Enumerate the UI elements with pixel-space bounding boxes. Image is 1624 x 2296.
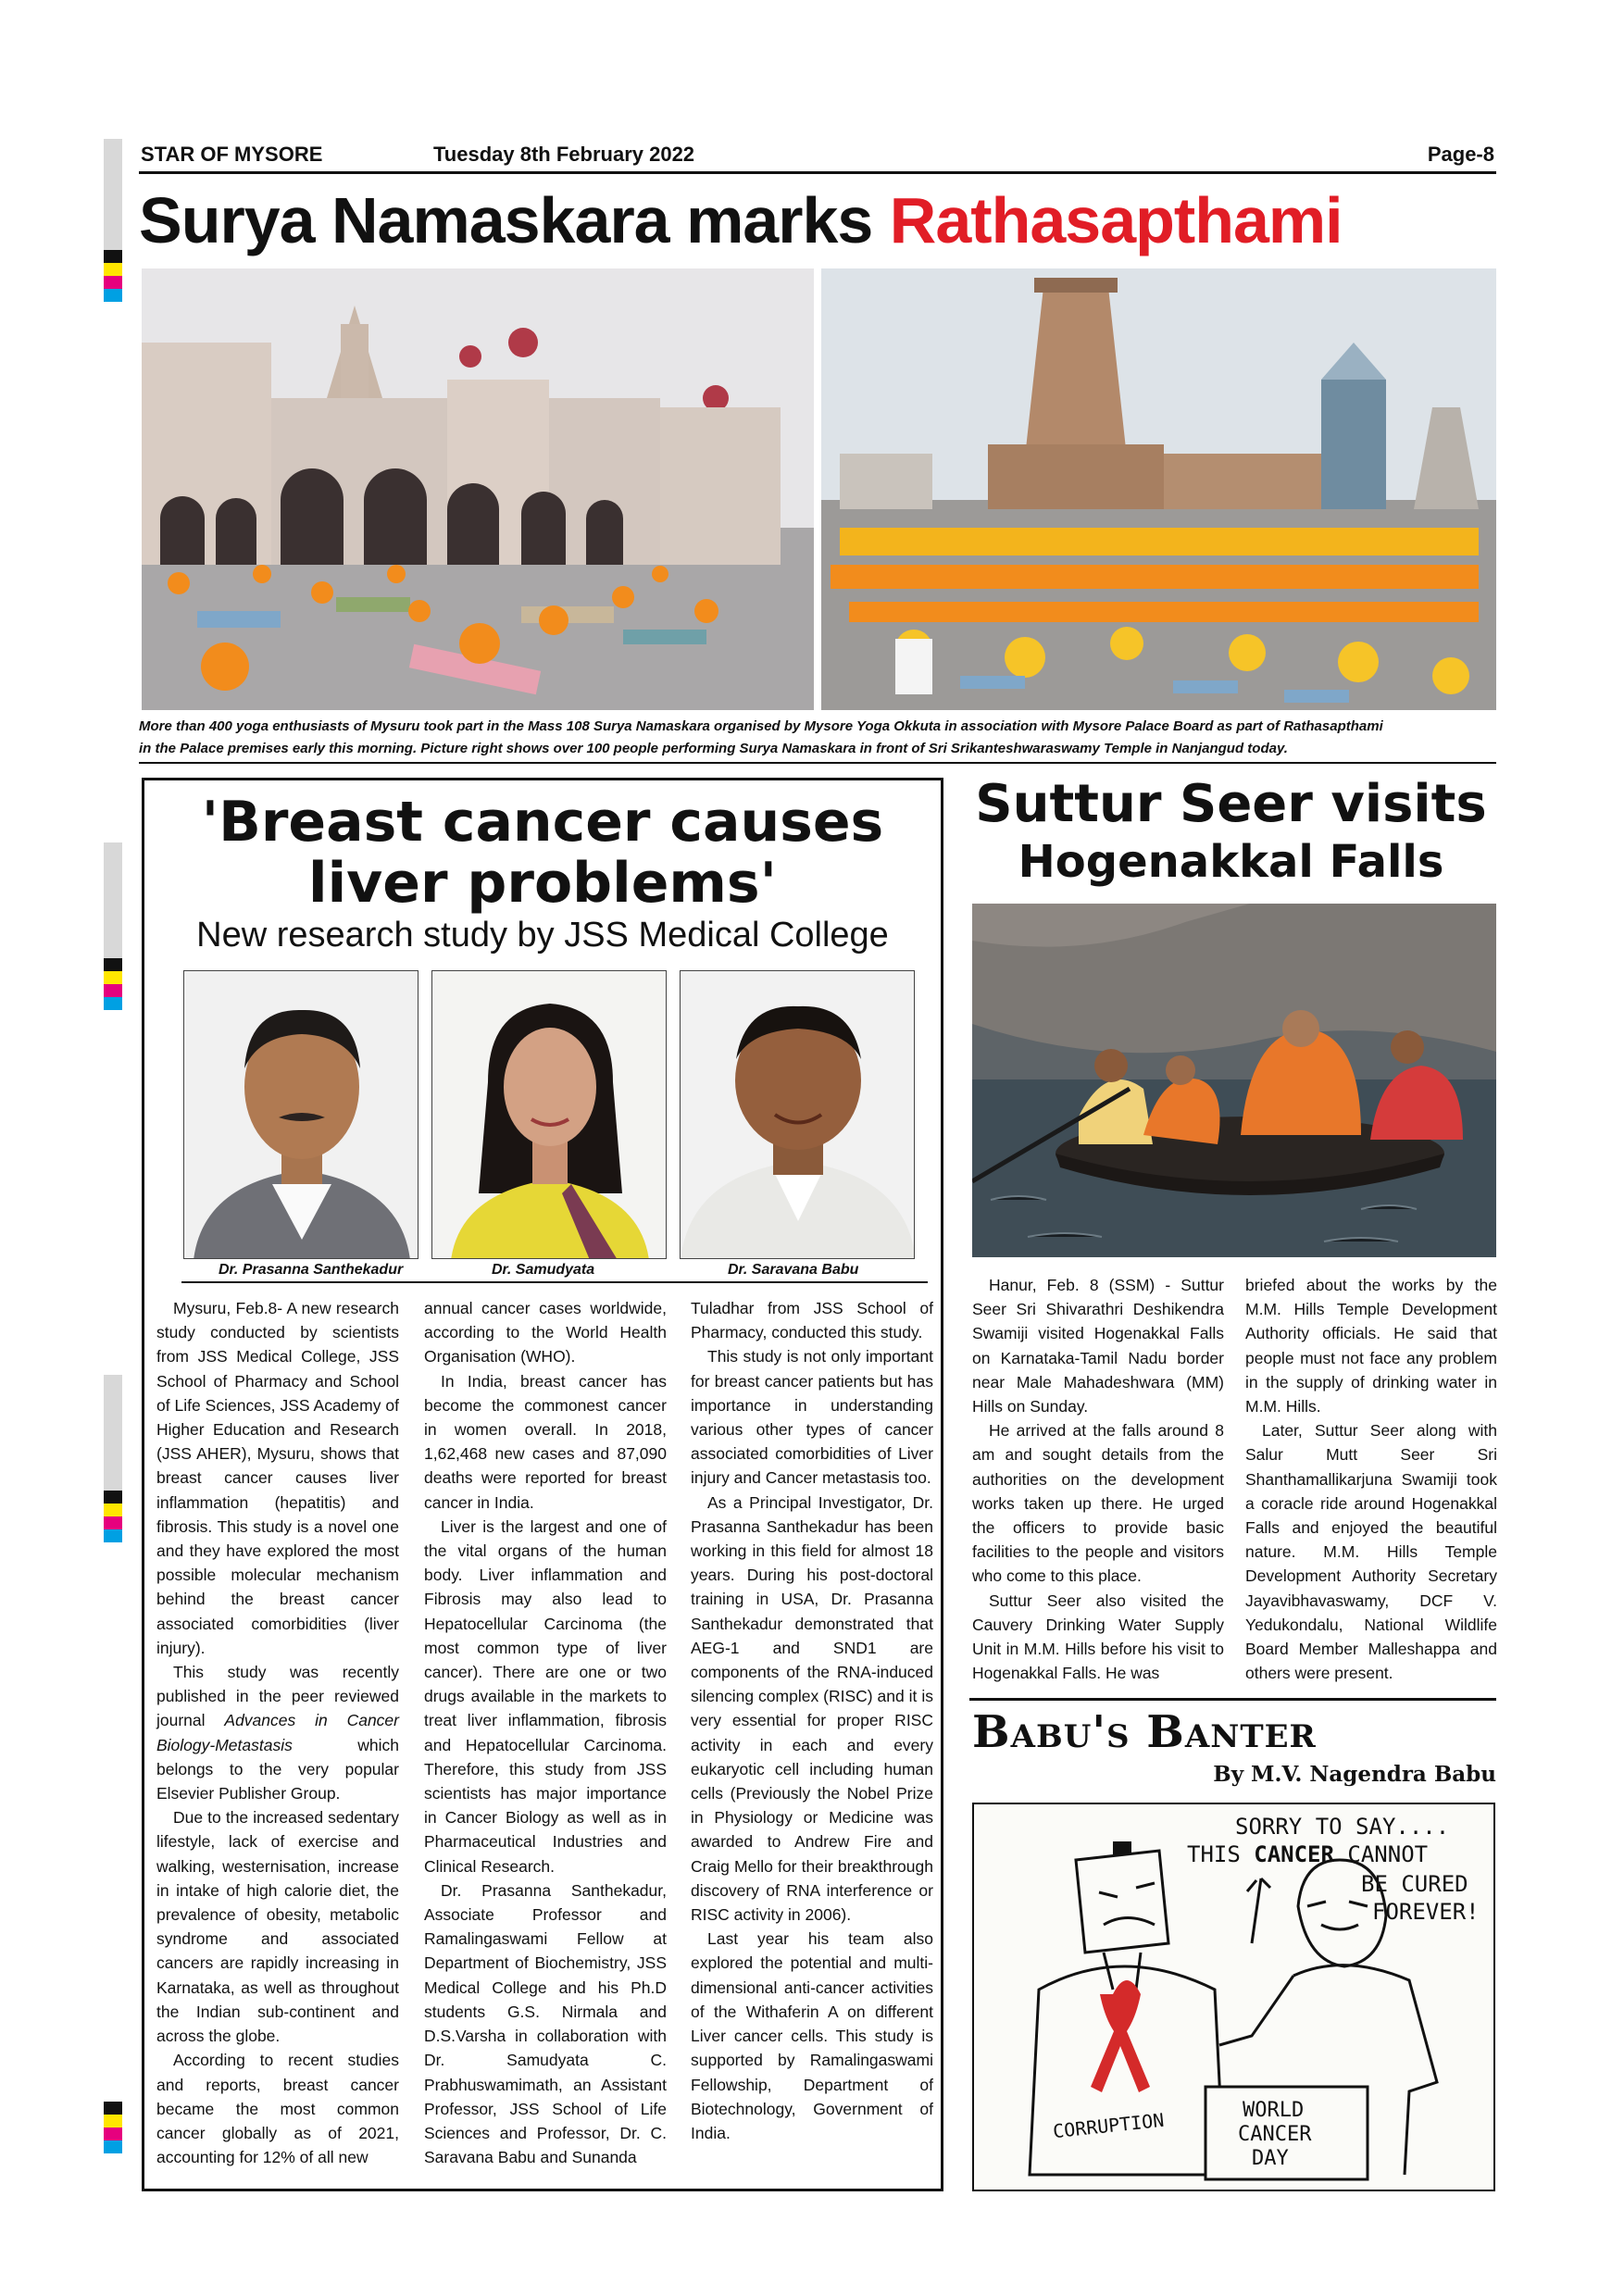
issue-date: Tuesday 8th February 2022	[433, 143, 695, 166]
paragraph: As a Principal Investigator, Dr. Prasanna Santhekadur has been working in this field for almost 18 years. During his post-doctoral training in USA, Dr. Prasanna Santhekadur demonstrated that AEG-1 and SND1 are components of the RNA-induced silencing complex (RISC) and it is very essential for proper RISC activity in each and every eukaryotic cell including human cells (Previously the Nobel Prize in Physiology or Medicine was awarded to Andrew Fire and Craig Mello for their breakthrough discovery of RNA interference or RISC activity in 2006).	[691, 1492, 933, 1925]
lead-photo-caption	[139, 716, 1496, 764]
portrait-name: Dr. Prasanna Santhekadur	[219, 1262, 404, 1278]
bubble-line: SORRY TO SAY....	[1235, 1814, 1450, 1840]
suttur-column-1	[972, 1273, 1224, 1685]
headline-black: Surya Namaskara marks	[139, 184, 873, 256]
page-header	[139, 139, 1496, 174]
paragraph: briefed about the works by the M.M. Hills Temple Development Authority officials. He said that people must not face any problem in the supply of drinking water in M.M. Hills.	[1245, 1276, 1497, 1416]
cancer-column-2	[424, 1296, 667, 2169]
palace-yoga-photo	[142, 268, 814, 710]
paragraph: Liver is the largest and one of the vital organs of the human body. Liver inflammation and Fibrosis may also lead to Hepatocellular Carcinoma (the most common type of liver cancer). There are one or two drugs available in the markets to treat liver inflammation, fibrosis and Hepatocellular Carcinoma. Therefore, this study from JSS scientists has major importance in Cancer Biology as well as in Pharmaceutical Industries and Clinical Research.	[424, 1516, 667, 1876]
suttur-column-2	[1245, 1273, 1497, 1685]
bubble-line: THIS CANCER CANNOT	[1187, 1841, 1429, 1867]
cartoon	[972, 1803, 1495, 2191]
paragraph: Suttur Seer also visited the Cauvery Drinking Water Supply Unit in M.M. Hills before his visit to Hogenakkal Falls. He was	[972, 1591, 1224, 1683]
bubble-cancer-word: CANCER	[1254, 1841, 1334, 1867]
registration-mark	[104, 1375, 122, 1542]
paragraph: This study was recently published in the peer reviewed journal Advances in Cancer Biology-Metastasis which belongs to the very popular Elsevier Publisher Group.	[156, 1663, 399, 1803]
portrait-rule	[181, 1281, 928, 1283]
paragraph: Later, Suttur Seer along with Salur Mutt Seer Sri Shanthamallikarjuna Swamiji took a coracle ride around Hogenakkal Falls and enjoyed the beautiful nature. M.M. Hills Temple Development Authority Secretary Jayavibhavaswamy, DCF V. Yedukondalu, National Wildlife Board Member Malleshappa and others were present.	[1245, 1421, 1497, 1683]
sign-text: WORLD	[1243, 2099, 1305, 2122]
publication-name: STAR OF MYSORE	[141, 143, 323, 166]
suttur-headline: Suttur Seer visits Hogenakkal Falls	[975, 774, 1487, 888]
cancer-column-3	[691, 1296, 933, 2145]
caption-line: in the Palace premises early this morning. Picture right shows over 100 people performing Surya Namaskara in front of Sri Srikanteshwaraswamy Temple in Nanjangud today.	[139, 741, 1288, 756]
paragraph: Last year his team also explored the potential and multi-dimensional anti-cancer activities of the Withaferin A on different Liver cancer cells. This study is supported by Ramalingaswami Fellowship, Department of Biotechnology, Government of India.	[691, 1929, 933, 2142]
registration-mark	[104, 139, 122, 302]
paragraph: Tuladhar from JSS School of Pharmacy, conducted this study.	[691, 1299, 933, 1342]
portrait-saravana	[680, 970, 915, 1259]
headline-red: Rathasapthami	[889, 184, 1343, 256]
paragraph: Mysuru, Feb.8- A new research study conducted by scientists from JSS Medical College, JSS School of Pharmacy and School of Life Sciences, JSS Academy of Higher Education and Research (JSS AHER), Mysuru, shows that breast cancer causes liver inflammation (hepatitis) and fibrosis. This study is a novel one and they have explored the most possible molecular mechanism behind the breast cancer associated comorbidities (liver injury).	[156, 1299, 399, 1657]
paragraph: Due to the increased sedentary lifestyle, lack of exercise and walking, westernisation, increase in intake of high calorie diet, the prevalence of obesity, metabolic syndrome and associated cancers are rapidly increasing in Karnataka, as well as throughout the Indian sub-continent and across the globe.	[156, 1808, 399, 2046]
paragraph: According to recent studies and reports, breast cancer became the most common cancer globally as of 2021, accounting for 12% of all new	[156, 2051, 399, 2167]
cancer-subhead: New research study by JSS Medical College	[196, 916, 889, 955]
temple-yoga-photo	[821, 268, 1496, 710]
registration-mark	[104, 842, 122, 1010]
paragraph: In India, breast cancer has become the commonest cancer in women overall. In 2018, 1,62,468 new cases and 87,090 deaths were reported for breast cancer in India.	[424, 1371, 667, 1512]
journal-name: Advances in Cancer Biology-Metastasis	[156, 1711, 399, 1754]
banter-byline: By M.V. Nagendra Babu	[1213, 1762, 1496, 1787]
cancer-column-1	[156, 1296, 399, 2169]
paragraph: He arrived at the falls around 8 am and sought details from the authorities on the development works taken up there. He urged the officers to provide basic facilities to the people and visitors who come to this place.	[972, 1421, 1224, 1586]
paragraph: Hanur, Feb. 8 (SSM) - Suttur Seer Sri Shivarathri Deshikendra Swamiji visited Hogenakkal Falls on Karnataka-Tamil Nadu border near Male Mahadeshwara (MM) Hills on Sunday.	[972, 1276, 1224, 1416]
banter-title: Babu's Banter	[972, 1706, 1317, 1758]
page-number: Page-8	[1427, 143, 1494, 166]
sign-text: CANCER	[1238, 2123, 1312, 2146]
portrait-samudyata	[431, 970, 667, 1259]
portrait-name: Dr. Saravana Babu	[728, 1262, 859, 1278]
coracle-photo	[972, 904, 1496, 1257]
paragraph: annual cancer cases worldwide, according to the World Health Organisation (WHO).	[424, 1299, 667, 1366]
paragraph: Dr. Prasanna Santhekadur, Associate Professor and Ramalingaswami Fellow at Department of Biochemistry, JSS Medical College and his Ph.D students G.S. Nirmala and D.S.Varsha in collaboration with Dr. Samudyata C. Prabhuswamimath, an Assistant Professor, JSS School of Life Sciences and Professor, Dr. C. Saravana Babu and Sunanda	[424, 1880, 667, 2167]
cancer-story-box	[142, 778, 943, 2191]
registration-mark	[104, 2102, 122, 2153]
portrait-prasanna	[183, 970, 418, 1259]
banter-rule	[969, 1698, 1496, 1701]
caption-line: More than 400 yoga enthusiasts of Mysuru took part in the Mass 108 Surya Namaskara organised by Mysore Yoga Okkuta in association with Mysore Palace Board as part of Rathasapthami	[139, 718, 1383, 734]
sign-text: DAY	[1252, 2147, 1289, 2170]
corruption-label: CORRUPTION	[1052, 2108, 1166, 2143]
bubble-line: FOREVER!	[1372, 1899, 1480, 1925]
lead-headline	[139, 181, 1496, 259]
paragraph: This study is not only important for breast cancer patients but has importance in understanding various other types of cancer associated comorbidities of Liver injury and Cancer metastasis too.	[691, 1347, 933, 1488]
cancer-headline: 'Breast cancer causes liver problems'	[201, 790, 884, 916]
portrait-name: Dr. Samudyata	[492, 1262, 595, 1278]
bubble-line: BE CURED	[1361, 1871, 1468, 1897]
